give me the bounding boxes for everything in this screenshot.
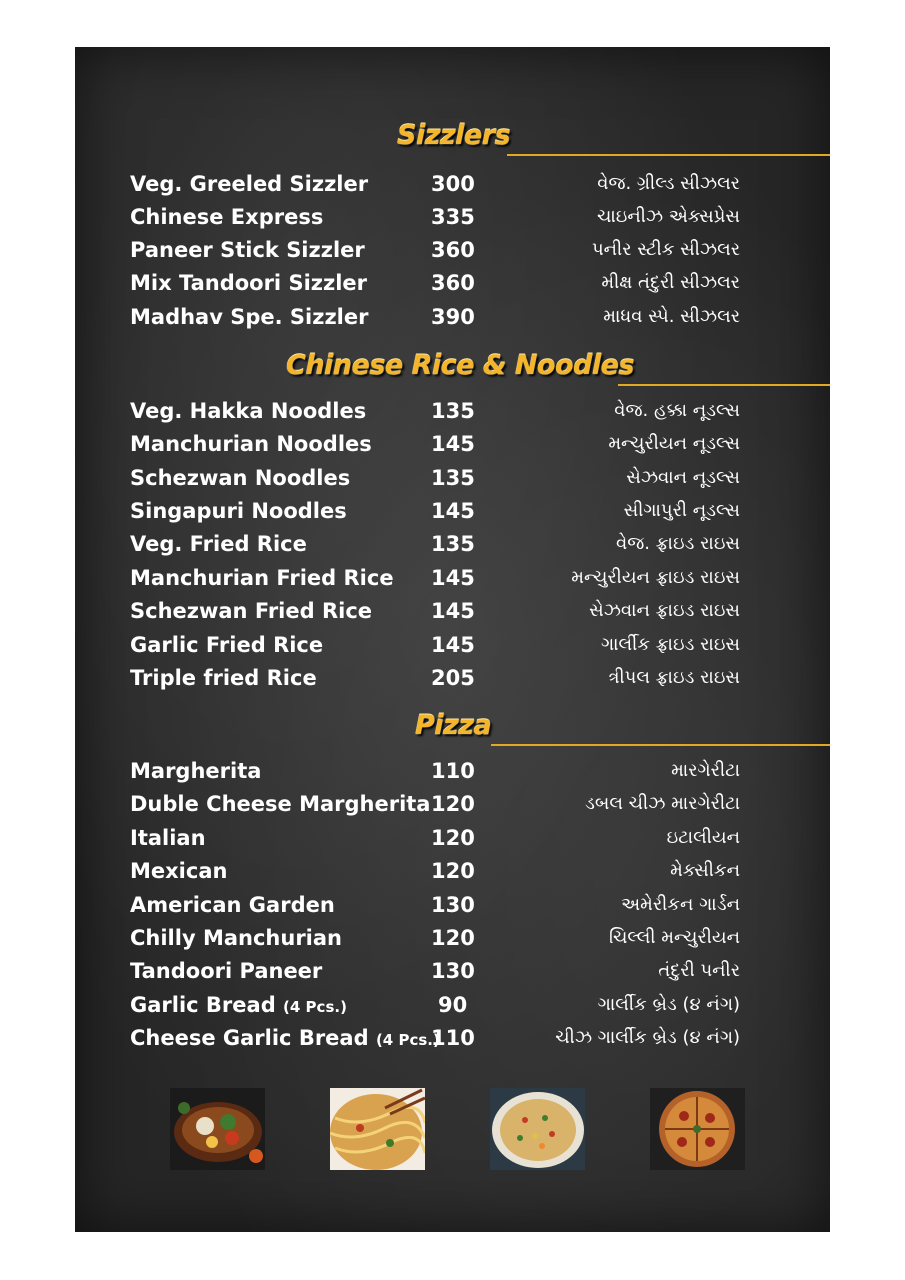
item-price: 135 [431,532,475,556]
item-name-text: Garlic Bread [130,993,276,1017]
item-price: 110 [431,759,475,783]
noodles-photo [330,1088,425,1170]
item-name-gujarati: તંદુરી પનીર [658,960,740,981]
section-title: Chinese Rice & Noodles [286,350,634,381]
item-name-gujarati: ચાઇનીઝ એક્સપ્રેસ [596,206,740,227]
item-name-gujarati: સીગાપુરી નૂડલ્સ [623,500,740,521]
item-price: 120 [431,859,475,883]
menu-item [75,172,830,205]
item-name: Paneer Stick Sizzler [130,238,365,262]
menu-item [75,566,830,599]
fried-rice-photo [490,1088,585,1170]
menu-item [75,859,830,892]
item-name-gujarati: વેજ. ફ્રાઇડ રાઇસ [616,533,740,554]
item-name: Veg. Greeled Sizzler [130,172,369,196]
menu-item [75,466,830,499]
menu-board [75,47,830,1232]
menu-item [75,826,830,859]
item-name-gujarati: ગાર્લીક બ્રેડ (૪ નંગ) [597,994,740,1015]
menu-item [75,759,830,792]
section-title: Sizzlers [397,120,511,151]
item-price: 135 [431,399,475,423]
item-name: Schezwan Fried Rice [130,599,373,623]
pizza-photo [650,1088,745,1170]
item-name: Veg. Fried Rice [130,532,307,556]
item-name-gujarati: ગાર્લીક ફ્રાઇડ રાઇસ [600,634,740,655]
item-price: 300 [431,172,475,196]
item-name: Italian [130,826,206,850]
item-name-gujarati: ડબલ ચીઝ મારગેરીટા [584,793,740,814]
item-price: 135 [431,466,475,490]
menu-item [75,666,830,699]
item-name: Mexican [130,859,228,883]
section-rule [618,384,830,386]
item-name: Veg. Hakka Noodles [130,399,367,423]
item-note: (4 Pcs.) [283,998,347,1016]
item-name-text: Cheese Garlic Bread [130,1026,369,1050]
item-price: 335 [431,205,475,229]
item-price: 145 [431,432,475,456]
item-price: 120 [431,792,475,816]
item-name: Duble Cheese Margherita [130,792,431,816]
item-name: Mix Tandoori Sizzler [130,271,368,295]
item-name-gujarati: વેજ. ગ્રીલ્ડ સીઝલર [597,173,740,194]
item-price: 145 [431,633,475,657]
item-name-gujarati: મન્ચુરીયન નૂડલ્સ [608,433,740,454]
item-name: Madhav Spe. Sizzler [130,305,369,329]
item-name-gujarati: મેક્સીકન [670,860,740,881]
item-price: 130 [431,959,475,983]
menu-item [75,271,830,304]
item-name: Singapuri Noodles [130,499,347,523]
menu-item [75,1026,830,1059]
item-price: 360 [431,271,475,295]
item-price: 145 [431,599,475,623]
item-price: 390 [431,305,475,329]
menu-item [75,205,830,238]
item-name-gujarati: પનીર સ્ટીક સીઝલર [591,239,740,260]
item-price: 360 [431,238,475,262]
item-name: Chinese Express [130,205,324,229]
section-rule [507,154,830,156]
section-rule [491,744,830,746]
menu-item [75,959,830,992]
menu-item [75,238,830,271]
item-name-gujarati: ઇટાલીયન [666,827,740,848]
item-price: 110 [431,1026,475,1050]
item-price: 130 [431,893,475,917]
menu-item [75,792,830,825]
item-name-gujarati: મીક્ષ તંદુરી સીઝલર [601,272,740,293]
item-name-gujarati: સેઝવાન નૂડલ્સ [626,467,740,488]
item-name: Manchurian Fried Rice [130,566,394,590]
item-name: Chilly Manchurian [130,926,342,950]
item-price: 145 [431,566,475,590]
menu-item [75,432,830,465]
item-name [130,1026,440,1050]
item-price: 120 [431,926,475,950]
item-name-gujarati: ચીઝ ગાર્લીક બ્રેડ (૪ નંગ) [555,1027,740,1048]
item-note: (4 Pcs.) [375,1031,440,1049]
menu-item [75,599,830,632]
menu-item [75,305,830,338]
item-price: 90 [438,993,468,1017]
section-header-chinese [75,350,830,394]
item-price: 120 [431,826,475,850]
item-name-gujarati: મારગેરીટા [671,760,740,781]
menu-item [75,532,830,565]
item-name-gujarati: વેજ. હક્કા નૂડલ્સ [614,400,740,421]
menu-item [75,993,830,1026]
item-name-gujarati: મન્ચુરીયન ફ્રાઇડ રાઇસ [571,567,740,588]
item-name: Tandoori Paneer [130,959,323,983]
item-price: 145 [431,499,475,523]
item-name: Garlic Fried Rice [130,633,324,657]
item-name: American Garden [130,893,335,917]
item-name-gujarati: સેઝવાન ફ્રાઇડ રાઇસ [589,600,740,621]
menu-item [75,926,830,959]
section-title: Pizza [415,710,492,741]
item-name: Margherita [130,759,262,783]
section-header-sizzlers [75,120,830,164]
menu-item [75,499,830,532]
item-price: 205 [431,666,475,690]
sizzler-plate-photo [170,1088,265,1170]
item-name-gujarati: માધવ સ્પે. સીઝલર [603,306,740,327]
menu-item [75,399,830,432]
menu-item [75,633,830,666]
item-name: Manchurian Noodles [130,432,372,456]
section-header-pizza [75,710,830,754]
item-name: Triple fried Rice [130,666,317,690]
item-name-gujarati: ચિલ્લી મન્ચુરીયન [608,927,740,948]
item-name [130,993,347,1017]
item-name-gujarati: અમેરીકન ગાર્ડન [621,894,740,915]
item-name: Schezwan Noodles [130,466,351,490]
item-name-gujarati: ત્રીપલ ફ્રાઇડ રાઇસ [608,667,740,688]
menu-item [75,893,830,926]
